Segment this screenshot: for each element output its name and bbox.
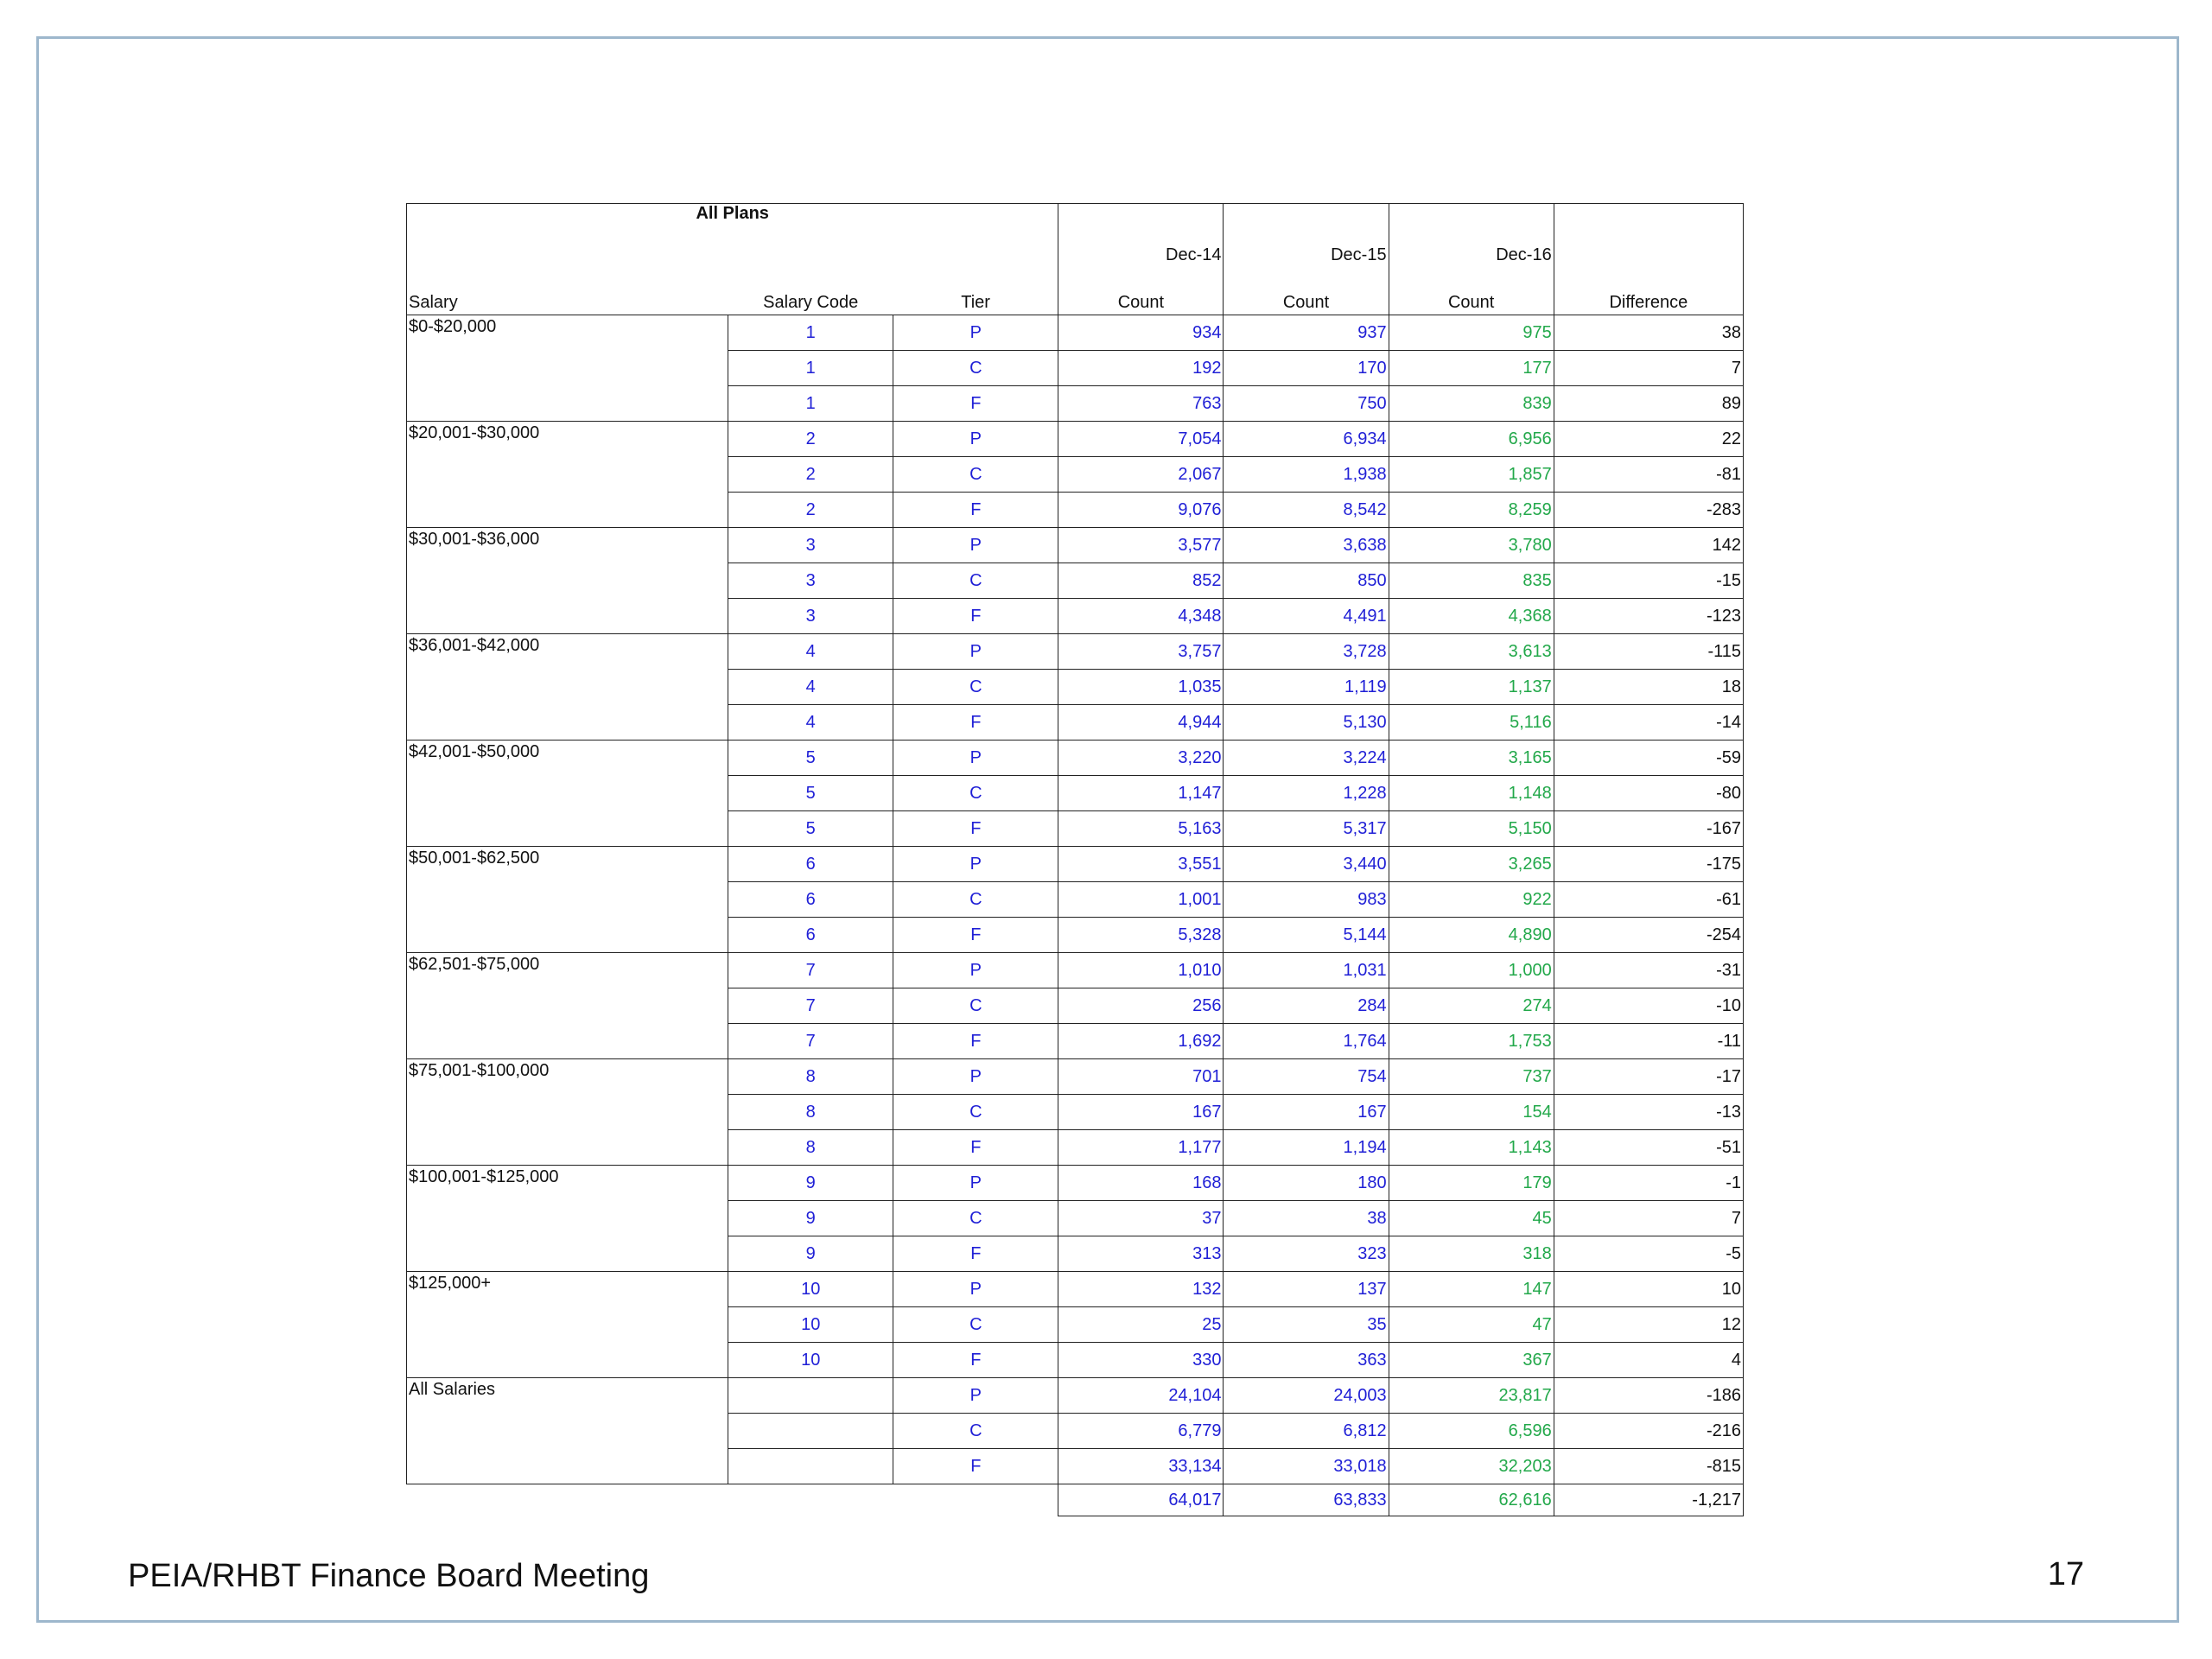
tier-cell: F (893, 1130, 1058, 1166)
salary-range-cell (407, 705, 728, 741)
difference-cell: -59 (1554, 741, 1743, 776)
tier-cell: C (893, 776, 1058, 811)
salary-code-cell: 10 (728, 1343, 893, 1378)
tier-cell: F (893, 1449, 1058, 1484)
count-dec14-cell: 1,692 (1058, 1024, 1224, 1059)
table-row (407, 1343, 1744, 1378)
count-dec16-cell: 154 (1389, 1095, 1554, 1130)
difference-cell: -10 (1554, 988, 1743, 1024)
difference-cell: 18 (1554, 670, 1743, 705)
tier-cell: C (893, 1201, 1058, 1236)
table-row (407, 599, 1744, 634)
tier-cell: P (893, 528, 1058, 563)
count-dec14-cell: 37 (1058, 1201, 1224, 1236)
salary-range-label: $62,501-$75,000 (407, 953, 728, 988)
table-row (407, 563, 1744, 599)
salary-code-cell: 2 (728, 422, 893, 457)
count-dec14-cell: 25 (1058, 1307, 1224, 1343)
table-row (407, 918, 1744, 953)
count-dec14-cell: 3,220 (1058, 741, 1224, 776)
salary-code-cell: 3 (728, 563, 893, 599)
salary-range-label: $30,001-$36,000 (407, 528, 728, 563)
salary-range-cell (407, 1449, 728, 1484)
count-dec15-cell: 4,491 (1224, 599, 1389, 634)
count-dec15-cell: 5,144 (1224, 918, 1389, 953)
table-row (407, 634, 1744, 670)
count-dec15-cell: 754 (1224, 1059, 1389, 1095)
count-dec16-cell: 367 (1389, 1343, 1554, 1378)
count-dec14-cell: 3,577 (1058, 528, 1224, 563)
salary-range-cell (407, 1201, 728, 1236)
salary-code-cell: 9 (728, 1166, 893, 1201)
count-dec14-cell: 4,348 (1058, 599, 1224, 634)
count-dec15-cell: 8,542 (1224, 493, 1389, 528)
count-dec15-cell: 5,130 (1224, 705, 1389, 741)
count-dec15-cell: 284 (1224, 988, 1389, 1024)
salary-range-label: $75,001-$100,000 (407, 1059, 728, 1095)
count-dec16-cell: 1,857 (1389, 457, 1554, 493)
tier-cell: F (893, 705, 1058, 741)
count-dec14-cell: 1,147 (1058, 776, 1224, 811)
count-dec15-cell: 323 (1224, 1236, 1389, 1272)
count-dec14-cell: 330 (1058, 1343, 1224, 1378)
count-dec14-cell: 3,757 (1058, 634, 1224, 670)
table-row (407, 457, 1744, 493)
salary-range-cell (407, 493, 728, 528)
tier-cell: C (893, 670, 1058, 705)
salary-code-cell: 1 (728, 351, 893, 386)
tier-cell: F (893, 493, 1058, 528)
col-header-count: Count (1224, 280, 1389, 315)
count-dec14-cell: 1,035 (1058, 670, 1224, 705)
salary-code-cell: 1 (728, 315, 893, 351)
salary-code-cell: 10 (728, 1307, 893, 1343)
count-dec15-cell: 3,728 (1224, 634, 1389, 670)
tier-cell: C (893, 351, 1058, 386)
difference-cell: -175 (1554, 847, 1743, 882)
salary-code-cell: 8 (728, 1059, 893, 1095)
count-dec16-cell: 5,150 (1389, 811, 1554, 847)
difference-cell: -11 (1554, 1024, 1743, 1059)
difference-cell: 12 (1554, 1307, 1743, 1343)
count-dec14-cell: 168 (1058, 1166, 1224, 1201)
salary-code-cell: 8 (728, 1095, 893, 1130)
table-row (407, 988, 1744, 1024)
difference-cell: -14 (1554, 705, 1743, 741)
count-dec15-cell: 170 (1224, 351, 1389, 386)
salary-code-cell: 7 (728, 953, 893, 988)
salary-code-cell (728, 1378, 893, 1414)
table-row (407, 1024, 1744, 1059)
count-dec15-cell: 24,003 (1224, 1378, 1389, 1414)
data-table (406, 203, 1744, 1516)
tier-cell: P (893, 1378, 1058, 1414)
count-dec16-cell: 3,613 (1389, 634, 1554, 670)
salary-range-label: $100,001-$125,000 (407, 1166, 728, 1201)
salary-range-cell (407, 1130, 728, 1166)
count-dec16-cell: 318 (1389, 1236, 1554, 1272)
difference-cell: -254 (1554, 918, 1743, 953)
count-dec15-cell: 6,934 (1224, 422, 1389, 457)
salary-code-cell: 4 (728, 670, 893, 705)
salary-code-cell: 5 (728, 741, 893, 776)
count-dec14-cell: 1,001 (1058, 882, 1224, 918)
count-dec16-cell: 23,817 (1389, 1378, 1554, 1414)
count-dec15-cell: 363 (1224, 1343, 1389, 1378)
col-header-difference: Difference (1554, 280, 1743, 315)
count-dec15-cell: 35 (1224, 1307, 1389, 1343)
salary-range-label: $125,000+ (407, 1272, 728, 1307)
blank-cell (728, 1484, 893, 1516)
difference-cell: -80 (1554, 776, 1743, 811)
count-dec15-cell: 167 (1224, 1095, 1389, 1130)
tier-cell: F (893, 1343, 1058, 1378)
table-row (407, 1272, 1744, 1307)
table-row (407, 528, 1744, 563)
tier-cell: C (893, 457, 1058, 493)
count-dec16-cell: 3,265 (1389, 847, 1554, 882)
table-row (407, 386, 1744, 422)
count-dec14-cell: 3,551 (1058, 847, 1224, 882)
salary-code-cell: 6 (728, 882, 893, 918)
difference-cell: -81 (1554, 457, 1743, 493)
total-dec15-cell: 63,833 (1224, 1484, 1389, 1516)
count-dec16-cell: 1,148 (1389, 776, 1554, 811)
difference-cell: -15 (1554, 563, 1743, 599)
count-dec16-cell: 6,596 (1389, 1414, 1554, 1449)
table-row (407, 1095, 1744, 1130)
salary-range-cell (407, 1024, 728, 1059)
salary-range-cell (407, 1414, 728, 1449)
count-dec14-cell: 7,054 (1058, 422, 1224, 457)
count-dec14-cell: 852 (1058, 563, 1224, 599)
table-row (407, 1236, 1744, 1272)
tier-cell: F (893, 811, 1058, 847)
salary-code-cell: 3 (728, 599, 893, 634)
table-row (407, 1414, 1744, 1449)
salary-code-cell: 5 (728, 811, 893, 847)
table-title: All Plans (407, 204, 1058, 246)
footer-title: PEIA/RHBT Finance Board Meeting (128, 1558, 650, 1594)
difference-cell: -186 (1554, 1378, 1743, 1414)
difference-cell: 38 (1554, 315, 1743, 351)
tier-cell: F (893, 1236, 1058, 1272)
table-row (407, 705, 1744, 741)
salary-range-cell (407, 1307, 728, 1343)
difference-cell: -51 (1554, 1130, 1743, 1166)
count-dec15-cell: 850 (1224, 563, 1389, 599)
difference-cell: 10 (1554, 1272, 1743, 1307)
col-header-tier: Tier (893, 280, 1058, 315)
salary-code-cell: 8 (728, 1130, 893, 1166)
salary-code-cell: 6 (728, 847, 893, 882)
count-dec15-cell: 1,938 (1224, 457, 1389, 493)
difference-cell: 7 (1554, 351, 1743, 386)
count-dec14-cell: 1,177 (1058, 1130, 1224, 1166)
count-dec16-cell: 6,956 (1389, 422, 1554, 457)
table-row (407, 953, 1744, 988)
difference-cell: 7 (1554, 1201, 1743, 1236)
count-dec15-cell: 937 (1224, 315, 1389, 351)
table-row (407, 1378, 1744, 1414)
salary-code-cell (728, 1414, 893, 1449)
count-dec16-cell: 4,368 (1389, 599, 1554, 634)
salary-range-label: All Salaries (407, 1378, 728, 1414)
count-dec14-cell: 24,104 (1058, 1378, 1224, 1414)
count-dec16-cell: 1,137 (1389, 670, 1554, 705)
count-dec15-cell: 137 (1224, 1272, 1389, 1307)
year-header-3: Dec-16 (1389, 245, 1554, 280)
tier-cell: P (893, 847, 1058, 882)
tier-cell: P (893, 634, 1058, 670)
difference-cell: -5 (1554, 1236, 1743, 1272)
tier-cell: F (893, 918, 1058, 953)
salary-range-label: $42,001-$50,000 (407, 741, 728, 776)
table-row (407, 1130, 1744, 1166)
difference-cell: 89 (1554, 386, 1743, 422)
year-header-1: Dec-14 (1058, 245, 1224, 280)
count-dec14-cell: 701 (1058, 1059, 1224, 1095)
table-row (407, 493, 1744, 528)
count-dec16-cell: 177 (1389, 351, 1554, 386)
tier-cell: F (893, 1024, 1058, 1059)
tier-cell: F (893, 599, 1058, 634)
count-dec16-cell: 737 (1389, 1059, 1554, 1095)
count-dec16-cell: 32,203 (1389, 1449, 1554, 1484)
count-dec16-cell: 839 (1389, 386, 1554, 422)
count-dec14-cell: 1,010 (1058, 953, 1224, 988)
count-dec14-cell: 4,944 (1058, 705, 1224, 741)
tier-cell: P (893, 315, 1058, 351)
salary-code-cell: 1 (728, 386, 893, 422)
count-dec16-cell: 975 (1389, 315, 1554, 351)
table-row (407, 811, 1744, 847)
tier-cell: P (893, 953, 1058, 988)
difference-cell: -13 (1554, 1095, 1743, 1130)
salary-code-cell: 7 (728, 1024, 893, 1059)
salary-code-cell: 3 (728, 528, 893, 563)
difference-cell: 142 (1554, 528, 1743, 563)
table-row (407, 741, 1744, 776)
table-row (407, 1166, 1744, 1201)
salary-range-cell (407, 386, 728, 422)
tier-cell: P (893, 741, 1058, 776)
difference-cell: -1 (1554, 1166, 1743, 1201)
count-dec15-cell: 3,440 (1224, 847, 1389, 882)
salary-range-cell (407, 1236, 728, 1272)
salary-range-label: $0-$20,000 (407, 315, 728, 351)
table-row (407, 882, 1744, 918)
table-row (407, 351, 1744, 386)
count-dec15-cell: 180 (1224, 1166, 1389, 1201)
salary-code-cell (728, 1449, 893, 1484)
tier-cell: C (893, 563, 1058, 599)
count-dec15-cell: 983 (1224, 882, 1389, 918)
salary-range-cell (407, 776, 728, 811)
count-dec14-cell: 192 (1058, 351, 1224, 386)
count-dec16-cell: 179 (1389, 1166, 1554, 1201)
count-dec15-cell: 1,119 (1224, 670, 1389, 705)
salary-range-cell (407, 1095, 728, 1130)
salary-range-cell (407, 351, 728, 386)
count-dec16-cell: 5,116 (1389, 705, 1554, 741)
count-dec15-cell: 6,812 (1224, 1414, 1389, 1449)
tier-cell: C (893, 1414, 1058, 1449)
difference-cell: -283 (1554, 493, 1743, 528)
table-row (407, 422, 1744, 457)
count-dec15-cell: 3,224 (1224, 741, 1389, 776)
table-row (407, 776, 1744, 811)
salary-range-cell (407, 1343, 728, 1378)
table-row (407, 1307, 1744, 1343)
salary-range-cell (407, 457, 728, 493)
tier-cell: P (893, 1272, 1058, 1307)
count-dec16-cell: 4,890 (1389, 918, 1554, 953)
difference-cell: -61 (1554, 882, 1743, 918)
tier-cell: P (893, 1166, 1058, 1201)
salary-code-cell: 10 (728, 1272, 893, 1307)
salary-range-cell (407, 670, 728, 705)
salary-code-cell: 9 (728, 1236, 893, 1272)
count-dec15-cell: 3,638 (1224, 528, 1389, 563)
count-dec14-cell: 5,163 (1058, 811, 1224, 847)
count-dec14-cell: 313 (1058, 1236, 1224, 1272)
tier-cell: C (893, 988, 1058, 1024)
table-row (407, 1201, 1744, 1236)
count-dec14-cell: 5,328 (1058, 918, 1224, 953)
count-dec14-cell: 33,134 (1058, 1449, 1224, 1484)
salary-range-cell (407, 988, 728, 1024)
blank-cell (407, 1484, 728, 1516)
salary-range-cell (407, 882, 728, 918)
difference-cell: -31 (1554, 953, 1743, 988)
salary-code-cell: 5 (728, 776, 893, 811)
count-dec16-cell: 1,143 (1389, 1130, 1554, 1166)
difference-cell: -123 (1554, 599, 1743, 634)
salary-code-cell: 2 (728, 493, 893, 528)
col-header-salary-code: Salary Code (763, 293, 859, 312)
count-dec14-cell: 167 (1058, 1095, 1224, 1130)
salary-range-label: $36,001-$42,000 (407, 634, 728, 670)
salary-code-cell: 6 (728, 918, 893, 953)
count-dec16-cell: 1,000 (1389, 953, 1554, 988)
count-dec15-cell: 750 (1224, 386, 1389, 422)
salary-code-cell: 9 (728, 1201, 893, 1236)
salary-code-cell: 4 (728, 634, 893, 670)
count-dec16-cell: 835 (1389, 563, 1554, 599)
grand-total-row (407, 1484, 1744, 1516)
count-dec14-cell: 256 (1058, 988, 1224, 1024)
difference-cell: -17 (1554, 1059, 1743, 1095)
table-row (407, 670, 1744, 705)
count-dec16-cell: 147 (1389, 1272, 1554, 1307)
page-number: 17 (2047, 1556, 2084, 1592)
difference-cell: 4 (1554, 1343, 1743, 1378)
difference-cell: -167 (1554, 811, 1743, 847)
count-dec14-cell: 9,076 (1058, 493, 1224, 528)
table-body (407, 315, 1744, 1516)
count-dec15-cell: 1,764 (1224, 1024, 1389, 1059)
count-dec16-cell: 3,780 (1389, 528, 1554, 563)
count-dec15-cell: 38 (1224, 1201, 1389, 1236)
tier-cell: F (893, 386, 1058, 422)
tier-cell: C (893, 1095, 1058, 1130)
salary-range-label: $50,001-$62,500 (407, 847, 728, 882)
count-dec15-cell: 1,228 (1224, 776, 1389, 811)
count-dec14-cell: 6,779 (1058, 1414, 1224, 1449)
count-dec14-cell: 934 (1058, 315, 1224, 351)
table-row (407, 847, 1744, 882)
salary-range-label: $20,001-$30,000 (407, 422, 728, 457)
tier-cell: C (893, 882, 1058, 918)
count-dec16-cell: 8,259 (1389, 493, 1554, 528)
col-header-count: Count (1058, 280, 1224, 315)
difference-cell: 22 (1554, 422, 1743, 457)
count-dec14-cell: 2,067 (1058, 457, 1224, 493)
count-dec14-cell: 132 (1058, 1272, 1224, 1307)
table-row (407, 1059, 1744, 1095)
difference-cell: -115 (1554, 634, 1743, 670)
table-row (407, 1449, 1744, 1484)
salary-code-cell: 4 (728, 705, 893, 741)
tier-cell: P (893, 422, 1058, 457)
count-dec16-cell: 274 (1389, 988, 1554, 1024)
salary-range-cell (407, 563, 728, 599)
tier-cell: C (893, 1307, 1058, 1343)
col-header-count: Count (1389, 280, 1554, 315)
count-dec15-cell: 33,018 (1224, 1449, 1389, 1484)
tier-cell: P (893, 1059, 1058, 1095)
count-dec16-cell: 45 (1389, 1201, 1554, 1236)
count-dec14-cell: 763 (1058, 386, 1224, 422)
salary-code-cell: 7 (728, 988, 893, 1024)
salary-tier-table (406, 203, 1744, 1516)
total-dec14-cell: 64,017 (1058, 1484, 1224, 1516)
blank-cell (893, 1484, 1058, 1516)
count-dec15-cell: 1,194 (1224, 1130, 1389, 1166)
salary-range-cell (407, 918, 728, 953)
salary-range-cell (407, 811, 728, 847)
count-dec16-cell: 47 (1389, 1307, 1554, 1343)
count-dec15-cell: 1,031 (1224, 953, 1389, 988)
count-dec16-cell: 922 (1389, 882, 1554, 918)
difference-cell: -815 (1554, 1449, 1743, 1484)
salary-code-cell: 2 (728, 457, 893, 493)
total-difference-cell: -1,217 (1554, 1484, 1743, 1516)
table-row (407, 315, 1744, 351)
salary-range-cell (407, 599, 728, 634)
difference-cell: -216 (1554, 1414, 1743, 1449)
year-header-2: Dec-15 (1224, 245, 1389, 280)
total-dec16-cell: 62,616 (1389, 1484, 1554, 1516)
count-dec16-cell: 1,753 (1389, 1024, 1554, 1059)
count-dec15-cell: 5,317 (1224, 811, 1389, 847)
count-dec16-cell: 3,165 (1389, 741, 1554, 776)
col-header-salary: Salary (407, 280, 728, 315)
